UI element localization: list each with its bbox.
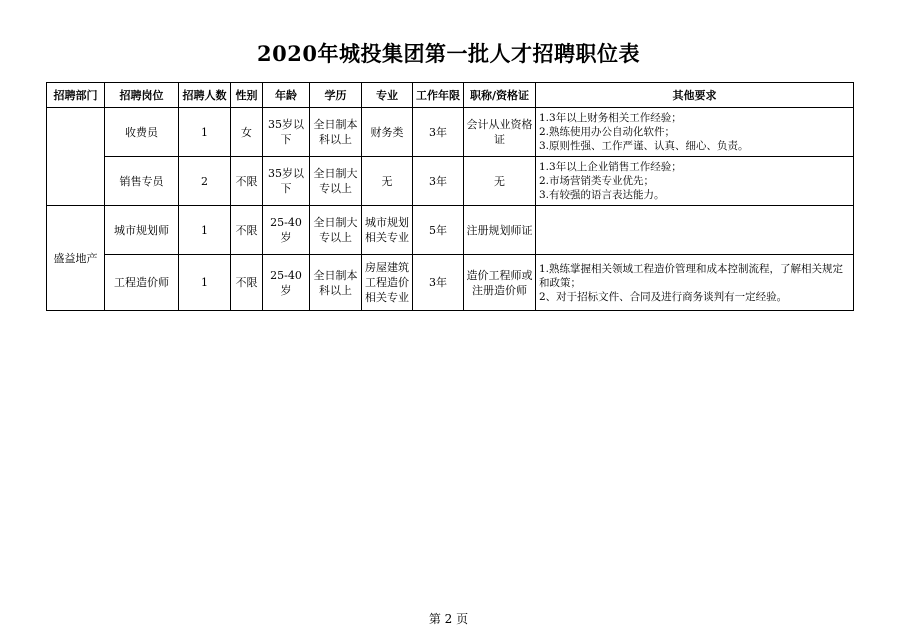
education-cell: 全日制本科以上 — [310, 108, 362, 157]
age-cell: 25-40岁 — [263, 206, 310, 255]
col-header-gender: 性别 — [231, 83, 263, 108]
requirements-cell — [536, 157, 854, 206]
certificate-cell: 会计从业资格证 — [464, 108, 536, 157]
col-header-count: 招聘人数 — [179, 83, 231, 108]
count-cell: 1 — [179, 206, 231, 255]
education-cell: 全日制大专以上 — [310, 206, 362, 255]
certificate-cell: 无 — [464, 157, 536, 206]
table-row — [47, 157, 854, 206]
years-cell: 5年 — [413, 206, 464, 255]
position-cell: 城市规划师 — [105, 206, 179, 255]
major-cell: 财务类 — [362, 108, 413, 157]
requirements-cell — [536, 108, 854, 157]
requirement-line: 1.3年以上财务相关工作经验； — [539, 112, 682, 124]
major-cell: 城市规划相关专业 — [362, 206, 413, 255]
col-header-major: 专业 — [362, 83, 413, 108]
page-number: 第 2 页 — [428, 612, 469, 626]
certificate-cell: 造价工程师或注册造价师 — [464, 255, 536, 311]
education-cell: 全日制大专以上 — [310, 157, 362, 206]
recruitment-table — [46, 82, 854, 311]
age-cell: 35岁以下 — [263, 108, 310, 157]
requirement-line: 2、对于招标文件、合同及进行商务谈判有一定经验。 — [539, 290, 788, 303]
col-header-certificate: 职称/资格证 — [464, 83, 536, 108]
gender-cell: 女 — [231, 108, 263, 157]
major-cell: 房屋建筑工程造价相关专业 — [362, 255, 413, 311]
requirements-cell — [536, 206, 854, 255]
years-cell: 3年 — [413, 108, 464, 157]
col-header-department: 招聘部门 — [47, 83, 105, 108]
major-cell: 无 — [362, 157, 413, 206]
certificate-cell: 注册规划师证 — [464, 206, 536, 255]
requirement-line: 3.原则性强、工作严谨、认真、细心、负责。 — [539, 140, 749, 152]
gender-cell: 不限 — [231, 255, 263, 311]
age-cell: 25-40岁 — [263, 255, 310, 311]
col-header-requirements: 其他要求 — [536, 83, 854, 108]
table-row — [47, 206, 854, 255]
requirement-line: 2.熟练使用办公自动化软件； — [539, 126, 676, 138]
gender-cell: 不限 — [231, 206, 263, 255]
count-cell: 1 — [179, 108, 231, 157]
gender-cell: 不限 — [231, 157, 263, 206]
department-cell — [47, 108, 105, 206]
requirement-line: 1.3年以上企业销售工作经验； — [539, 161, 682, 173]
years-cell: 3年 — [413, 157, 464, 206]
page-title: 2020年城投集团第一批人才招聘职位表 — [257, 41, 640, 66]
position-cell: 工程造价师 — [105, 255, 179, 311]
age-cell: 35岁以下 — [263, 157, 310, 206]
department-cell: 盛益地产 — [47, 206, 105, 311]
table-row — [47, 255, 854, 311]
requirement-line: 3.有较强的语言表达能力。 — [539, 189, 665, 201]
requirement-line: 2.市场营销类专业优先； — [539, 175, 655, 187]
col-header-education: 学历 — [310, 83, 362, 108]
requirement-line: 1.熟练掌握相关领域工程造价管理和成本控制流程，了解相关规定和政策； — [539, 262, 844, 289]
position-cell: 销售专员 — [105, 157, 179, 206]
col-header-position: 招聘岗位 — [105, 83, 179, 108]
col-header-age: 年龄 — [263, 83, 310, 108]
count-cell: 1 — [179, 255, 231, 311]
years-cell: 3年 — [413, 255, 464, 311]
table-row — [47, 108, 854, 157]
position-cell: 收费员 — [105, 108, 179, 157]
table-header-row — [47, 83, 854, 108]
col-header-years: 工作年限 — [413, 83, 464, 108]
count-cell: 2 — [179, 157, 231, 206]
requirements-cell — [536, 255, 854, 311]
education-cell: 全日制本科以上 — [310, 255, 362, 311]
